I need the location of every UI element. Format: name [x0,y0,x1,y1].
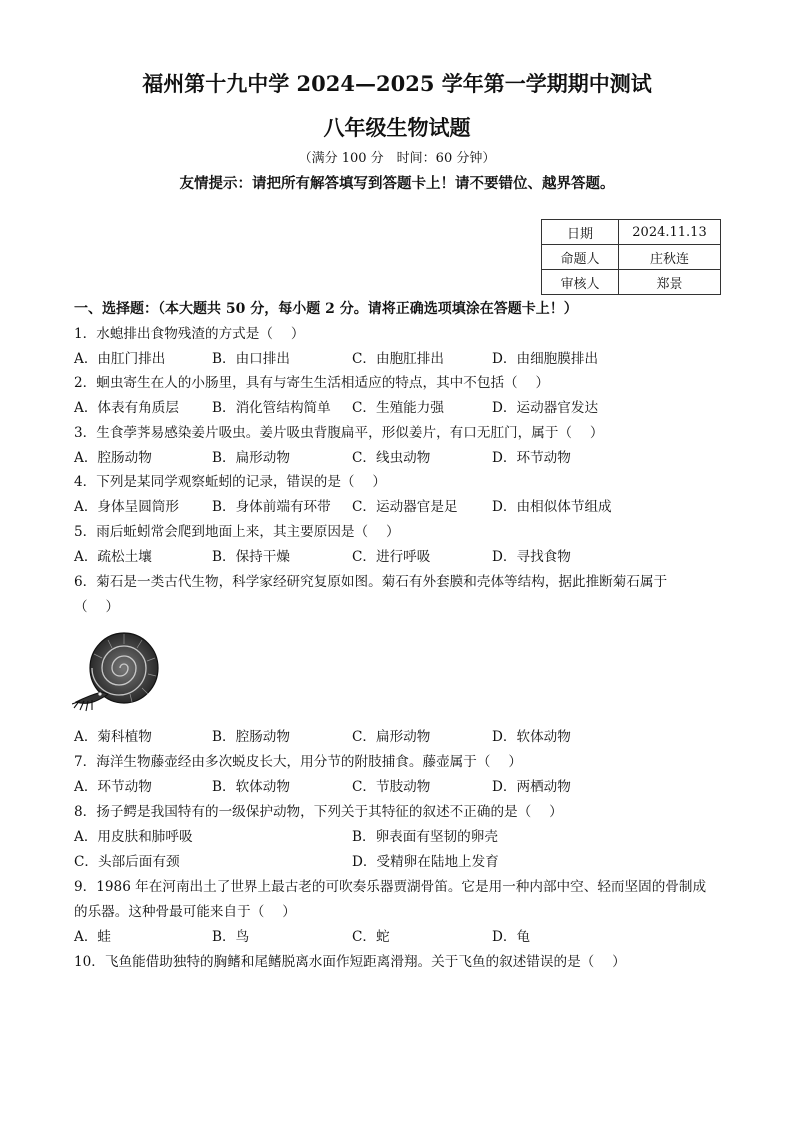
question-stem: 4．下列是某同学观察蚯蚓的记录，错误的是（ ） [74,474,387,490]
option-b: B．由口排出 [212,351,290,367]
option-b: B．保持干燥 [212,549,290,565]
question-stem: 6．菊石是一类古代生物，科学家经研究复原如图。菊石有外套膜和壳体等结构，据此推断菊石属于 [74,574,668,590]
option-b: B．鸟 [212,929,250,945]
question-stem: 1．水螅排出食物残渣的方式是（ ） [74,326,305,342]
info-table [541,219,721,295]
option-c: C．扁形动物 [352,729,431,745]
question-stem: 10．飞鱼能借助独特的胸鳍和尾鳍脱离水面作短距离滑翔。关于飞鱼的叙述错误的是（ ） [74,954,626,970]
option-a: A．疏松土壤 [74,549,152,565]
info-row [542,220,721,245]
option-c: C．进行呼吸 [352,549,431,565]
option-d: D．环节动物 [492,450,571,466]
option-a: A．身体呈圆筒形 [74,499,179,515]
option-b: B．卵表面有坚韧的卵壳 [352,829,498,845]
info-value: 2024.11.13 [619,220,721,245]
option-b: B．身体前端有环带 [212,499,331,515]
option-a: A．菊科植物 [74,729,152,745]
option-b: B．腔肠动物 [212,729,290,745]
option-a: A．环节动物 [74,779,152,795]
section-heading: 一、选择题：（本大题共 50 分，每小题 2 分。请将正确选项填涂在答题卡上！） [74,301,578,317]
option-d: D．龟 [492,929,531,945]
question-stem: 5．雨后蚯蚓常会爬到地面上来，其主要原因是（ ） [74,524,400,540]
option-a: A．由肛门排出 [74,351,166,367]
option-d: D．受精卵在陆地上发育 [352,854,499,870]
option-d: D．运动器官发达 [492,400,599,416]
question-stem: 2．蛔虫寄生在人的小肠里，具有与寄生生活相适应的特点，其中不包括（ ） [74,375,550,391]
question-stem-cont: （ ） [74,599,120,615]
question-stem: 8．扬子鳄是我国特有的一级保护动物，下列关于其特征的叙述不正确的是（ ） [74,804,563,820]
info-value: 庄秋连 [619,245,721,270]
option-d: D．由相似体节组成 [492,499,612,515]
option-c: C．节肢动物 [352,779,431,795]
question-stem-cont: 的乐器。这种骨最可能来自于（ ） [74,904,296,920]
option-c: C．生殖能力强 [352,400,444,416]
option-d: D．寻找食物 [492,549,571,565]
option-d: D．由细胞膜排出 [492,351,599,367]
info-label: 日期 [542,220,619,245]
option-d: D．软体动物 [492,729,571,745]
option-b: B．消化管结构简单 [212,400,331,416]
question-stem: 3．生食荸荠易感染姜片吸虫。姜片吸虫背腹扁平，形似姜片，有口无肛门，属于（ ） [74,425,604,441]
exam-subtitle: 八年级生物试题 [323,115,471,140]
question-stem: 9．1986 年在河南出土了世界上最古老的可吹奏乐器贾湖骨笛。它是用一种内部中空、轻而坚固的骨制成 [74,879,707,895]
option-b: B．扁形动物 [212,450,290,466]
option-d: D．两栖动物 [492,779,571,795]
option-a: A．用皮肤和肺呼吸 [74,829,193,845]
option-c: C．蛇 [352,929,390,945]
question-stem: 7．海洋生物藤壶经由多次蜕皮长大，用分节的附肢捕食。藤壶属于（ ） [74,754,522,770]
option-c: C．线虫动物 [352,450,431,466]
exam-reminder: 友情提示：请把所有解答填写到答题卡上！请不要错位、越界答题。 [179,175,615,192]
option-c: C．头部后面有颈 [74,854,180,870]
option-a: A．体表有角质层 [74,400,179,416]
exam-title: 福州第十九中学 2024—2025 学年第一学期期中测试 [142,71,652,96]
exam-meta: （满分 100 分 时间：60 分钟） [298,151,496,166]
info-row [542,245,721,270]
option-b: B．软体动物 [212,779,290,795]
ammonite-fossil-icon [72,628,162,714]
info-label: 命题人 [542,245,619,270]
option-a: A．腔肠动物 [74,450,152,466]
option-c: C．运动器官是足 [352,499,458,515]
option-c: C．由胞肛排出 [352,351,444,367]
info-value: 郑景 [619,270,721,295]
info-row [542,270,721,295]
info-label: 审核人 [542,270,619,295]
option-a: A．蛙 [74,929,112,945]
